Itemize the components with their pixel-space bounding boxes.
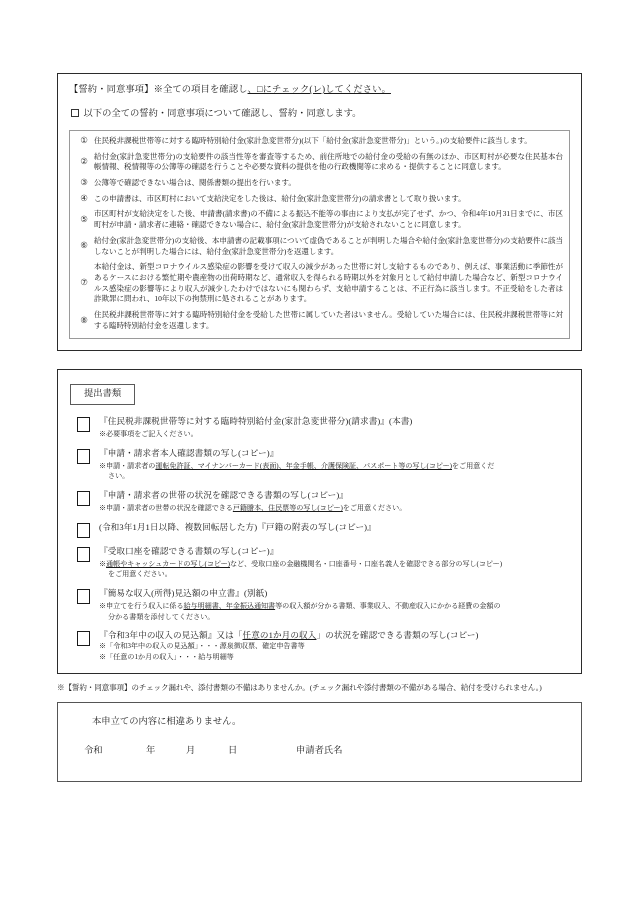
document-title-part-a: 『令和3年中の収入の見込額』又は「	[99, 629, 243, 640]
document-note-post: をご用意ください。	[342, 504, 407, 513]
pledge-item-text: 給付金(家計急変世帯分)の支給後、本申請書の記載事項について虚偽であることが判明した場合や給付金(家計急変世帯分)の支給要件に該当しないことが判明した場合には、給付金(家計急変世帯分)を返還します。	[94, 235, 563, 256]
agree-all-row[interactable]	[71, 108, 570, 121]
document-body	[99, 522, 569, 534]
document-checkbox[interactable]	[77, 589, 90, 604]
document-body	[99, 588, 569, 622]
pledge-item-text: 公簿等で確認できない場合は、関係書類の提出を行います。	[94, 178, 296, 188]
document-note-underlined: 戸籍謄本、住民票等の写し(コピー)	[232, 504, 343, 513]
pledge-item-number: ①	[80, 136, 88, 146]
document-note	[99, 503, 569, 513]
document-note-post: など、受取口座の金融機関名・口座番号・口座名義人を確認できる部分の写し(コピー)	[230, 560, 503, 569]
documents-section-title: 提出書類	[70, 384, 135, 405]
document-note-post: をご用意くだ	[451, 462, 495, 471]
agree-all-checkbox[interactable]	[71, 109, 79, 117]
year-label: 年	[146, 745, 156, 756]
document-title: 『申請・請求者の世帯の状況を確認できる書類の写し(コピー)』	[99, 489, 349, 500]
pledge-item-number: ⑤	[80, 214, 88, 224]
document-note-continuation: さい。	[108, 472, 130, 481]
document-title-part-c: 」の状況を確認できる書類の写し(コピー)	[316, 629, 479, 640]
document-body	[99, 546, 569, 580]
document-title: (令和3年1月1日以降、複数回転居した方)『戸籍の附表の写し(コピー)』	[99, 521, 376, 532]
document-note-underlined: 給与明細書、年金振込通知書	[183, 602, 276, 611]
pledge-item-text: 本給付金は、新型コロナウイルス感染症の影響を受けて収入の減少があった世帯に対し支給するものであり、例えば、事業活動に季節性があるケースにおける繁忙期や農産物の出荷時期など、通常収入を得られる時期以外を対象月として給付申請した場合など、新型コロナウイルス感染症の影響等により収入が減少したわけではないにも関わらず、支給申請することは、不正行為に該当します。不正受給をした者は詐欺罪に問われ、10年以下の拘禁刑に処されることがあります。	[94, 262, 563, 304]
pledge-item	[74, 236, 563, 257]
pledge-agreement-section	[57, 73, 582, 351]
pledge-heading	[69, 84, 570, 98]
document-note-post: 等の収入額が分かる書類、事業収入、不動産収入にかかる経費の金額の	[275, 602, 501, 611]
document-note-extra: ※「令和3年中の収入の見込額」・・・源泉徴収票、確定申告書等	[99, 642, 305, 651]
pledge-item-text: 住民税非課税世帯等に対する臨時特別給付金を受給した世帯に属していた者はいません。受給していた場合には、住民税非課税世帯等に対する臨時特別給付金を返還します。	[94, 310, 563, 330]
document-note-underlined: 運転免許証、マイナンバーカード(表面)、年金手帳、介護保険証、パスポート等の写し(コピー)	[155, 462, 452, 471]
document-body	[99, 490, 569, 514]
document-note-pre: ※申請・請求者の	[99, 462, 156, 471]
document-row[interactable]	[70, 588, 569, 622]
pledge-item-number: ⑧	[80, 315, 88, 325]
document-title	[99, 630, 569, 642]
document-title: 『受取口座を確認できる書類の写し(コピー)』	[99, 545, 279, 556]
pledge-item-number: ②	[80, 157, 88, 167]
document-checkbox[interactable]	[77, 547, 90, 562]
document-checkbox[interactable]	[77, 631, 90, 646]
pledge-item	[74, 194, 563, 205]
document-title: 『住民税非課税世帯等に対する臨時特別給付金(家計急変世帯分)(請求書)』(本書)	[99, 415, 413, 426]
pledge-item-number: ⑥	[80, 241, 88, 251]
document-note	[99, 601, 569, 611]
document-note-pre: ※必要事項をご記入ください。	[99, 430, 198, 439]
document-note-pre: ※申立てを行う収入に係る	[99, 602, 184, 611]
pledge-item-number: ⑦	[80, 278, 88, 288]
document-note	[99, 559, 569, 569]
day-label: 日	[228, 745, 238, 756]
pledge-item-number: ④	[80, 193, 88, 203]
document-row[interactable]	[70, 490, 569, 514]
pledge-item-text: この申請書は、市区町村において支給決定をした後は、給付金(家計急変世帯分)の請求書として取り扱います。	[94, 193, 466, 203]
pledge-item	[74, 178, 563, 189]
document-body	[99, 448, 569, 482]
document-note-underlined: 通帳やキャッシュカードの写し(コピー)	[106, 560, 230, 569]
pledge-item-number: ③	[80, 178, 88, 188]
signature-section	[57, 702, 582, 782]
pledge-item	[74, 262, 563, 305]
pledge-item-text: 住民税非課税世帯等に対する臨時特別給付金(家計急変世帯分)(以下「給付金(家計急変世帯分)」という。)の支給要件に該当します。	[94, 135, 532, 145]
month-label: 月	[186, 745, 196, 756]
agree-all-label: 以下の全ての誓約・同意事項について確認し、誓約・同意します。	[83, 108, 362, 119]
document-body	[99, 416, 569, 440]
document-note-continuation: 分かる書類を添付してください。	[108, 612, 215, 621]
document-note-pre: ※申請・請求者の世帯の状況を確認できる	[99, 504, 233, 513]
pledge-item-text: 給付金(家計急変世帯分)の支給要件の該当性等を審査等するため、前住所地での給付金の受給の有無のほか、市区町村が必要な住民基本台帳情報、税情報等の公簿等の確認を行うことや必要な資料の提供を他の行政機関等に求める・提供することに同意します。	[94, 151, 563, 172]
document-checkbox[interactable]	[77, 491, 90, 506]
document-row[interactable]	[70, 522, 569, 538]
pledge-heading-underlined: 、□にチェック(レ)してください。	[247, 85, 391, 95]
document-title-part-underlined: 任意の1か月の収入	[242, 629, 317, 640]
document-checkbox[interactable]	[77, 449, 90, 464]
document-note-pre: ※	[99, 560, 107, 569]
applicant-name-label: 申請者氏名	[296, 745, 343, 756]
signature-statement: 本申立ての内容に相違ありません。	[92, 716, 242, 727]
pledge-item	[74, 310, 563, 331]
document-checkbox[interactable]	[77, 523, 90, 538]
document-title: 『申請・請求者本人確認書類の写し(コピー)』	[99, 447, 279, 458]
pledge-heading-plain: 【誓約・同意事項】※全ての項目を確認し	[69, 85, 248, 95]
document-body	[99, 630, 569, 663]
pledge-item-list	[69, 130, 570, 339]
pledge-item	[74, 152, 563, 173]
required-documents-section	[57, 369, 582, 674]
document-checkbox[interactable]	[77, 417, 90, 432]
pledge-item	[74, 136, 563, 147]
document-note	[99, 461, 569, 471]
document-note	[99, 429, 569, 439]
document-note-continuation: をご用意ください。	[108, 570, 172, 579]
era-label: 令和	[84, 745, 103, 756]
document-note-extra: ※「任意の1か月の収入」・・・給与明細等	[99, 653, 234, 662]
document-row[interactable]	[70, 630, 569, 663]
pledge-item-text: 市区町村が支給決定をした後、申請書(請求書)の不備による振込不能等の事由により支払が完了せず、かつ、令和4年10月31日までに、市区町村が申請・請求者に連絡・確認できない場合に、給付金(家計急変世帯分)が支給されないことに同意します。	[94, 209, 563, 230]
document-row[interactable]	[70, 546, 569, 580]
document-row[interactable]	[70, 448, 569, 482]
document-row[interactable]	[70, 416, 569, 440]
pledge-item	[74, 209, 563, 230]
checklist-warning-text: ※【誓約・同意事項】のチェック漏れや、添付書類の不備はありませんか。(チェック漏れや添付書類の不備がある場合、給付を受けられません。)	[57, 682, 542, 692]
signature-date-row	[84, 742, 581, 756]
document-title: 『簡易な収入(所得)見込額の申立書』(別紙)	[99, 587, 268, 598]
